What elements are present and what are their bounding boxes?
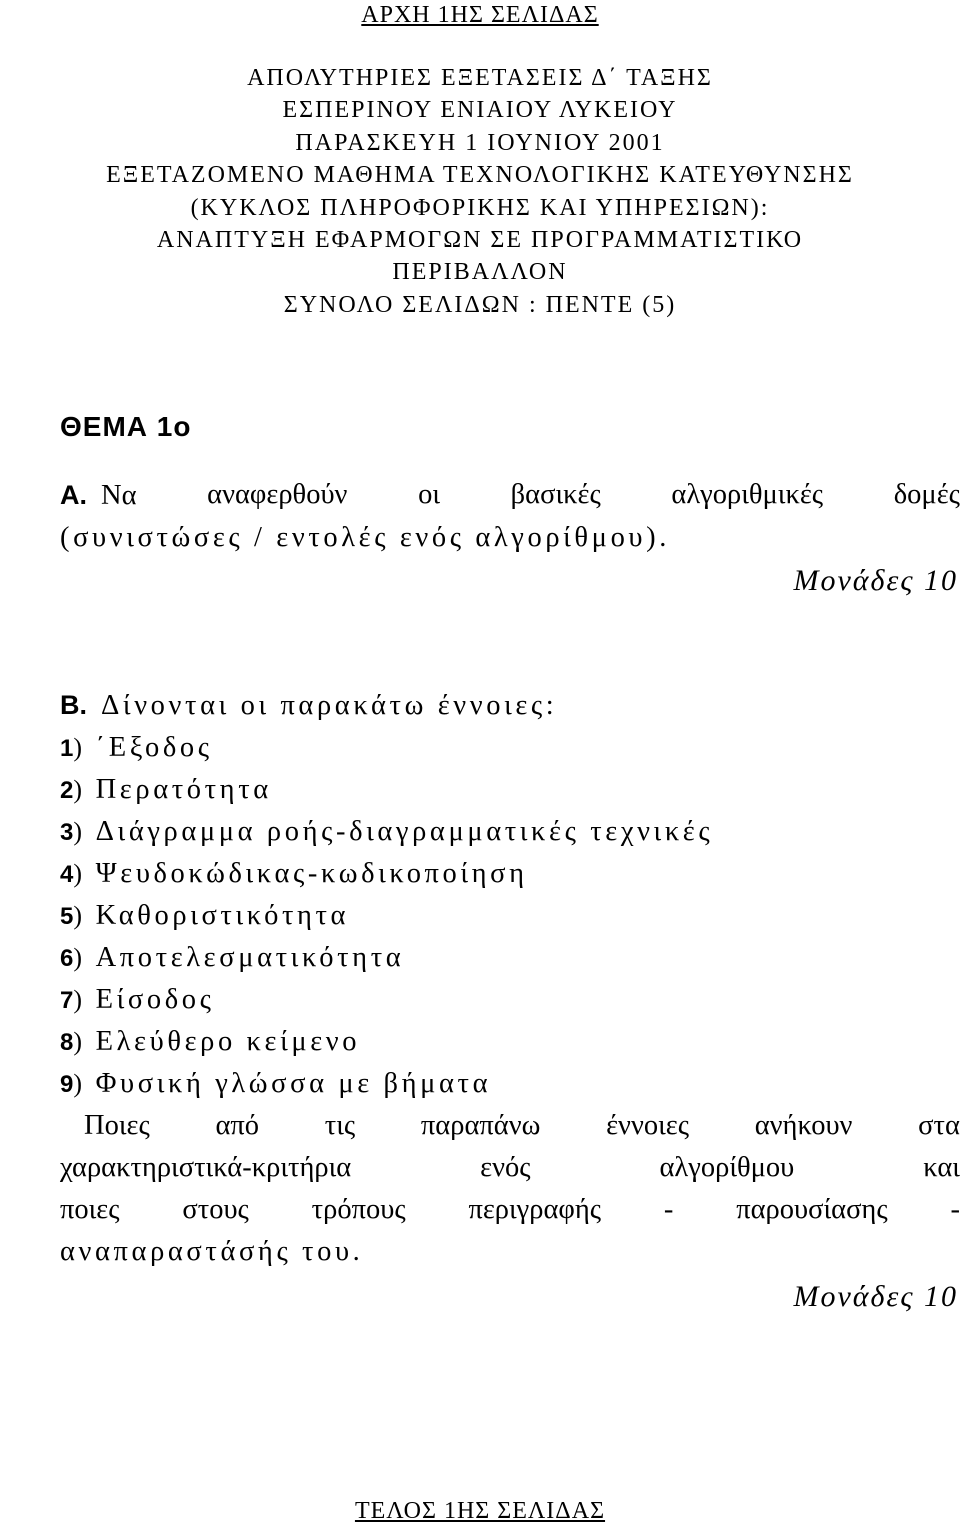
concept-item [60,1063,960,1105]
concept-paren: ) [73,985,86,1014]
question-a-first-word [60,474,137,517]
question-a-word: Να [101,480,137,511]
exam-header [0,62,960,321]
question-a-word: αναφερθούν [207,479,348,510]
concept-text: ΄Εξοδος [95,732,213,763]
concept-text: Αποτελεσματικότητα [95,942,405,973]
question-b-label: Β. [60,690,87,720]
paragraph-word: αλγορίθμου [659,1152,795,1183]
paragraph-word: από [215,1110,260,1141]
concept-item [60,811,960,853]
concept-text: Περατότητα [95,774,272,805]
concept-text: Ψευδοκώδικας-κωδικοποίηση [95,858,528,889]
concept-item [60,769,960,811]
concept-item [60,727,960,769]
concept-paren: ) [73,1027,86,1056]
concept-number: 1 [60,735,74,762]
concept-paren: ) [73,1069,86,1098]
concept-item [60,853,960,895]
concept-number: 4 [60,861,74,888]
paragraph-word: και [923,1152,960,1183]
question-b-paragraph-line-1 [60,1105,960,1147]
concept-text: Φυσική γλώσσα με βήματα [95,1068,492,1099]
question-a-word: βασικές [510,479,601,510]
page-footer: ΤΕΛΟΣ 1ΗΣ ΣΕΛΙΔΑΣ [354,1498,606,1524]
paragraph-word: έννοιες [606,1110,690,1141]
concept-paren: ) [73,943,86,972]
concept-item [60,1021,960,1063]
paragraph-word: τις [324,1110,356,1141]
concept-item [60,937,960,979]
question-b-paragraph-line-3 [60,1189,960,1231]
concept-number: 7 [60,987,74,1014]
exam-header-line: ΑΝΑΠΤΥΞΗ ΕΦΑΡΜΟΓΩΝ ΣΕ ΠΡΟΓΡΑΜΜΑΤΙΣΤΙΚΟ [156,227,804,254]
concept-number: 6 [60,945,74,972]
theme-title: ΘΕΜΑ 1ο [60,411,192,442]
exam-header-line: (ΚΥΚΛΟΣ ΠΛΗΡΟΦΟΡΙΚΗΣ ΚΑΙ ΥΠΗΡΕΣΙΩΝ): [190,194,770,221]
exam-header-line: ΣΥΝΟΛΟ ΣΕΛΙΔΩΝ : ΠΕΝΤΕ (5) [283,291,677,318]
paragraph-word: ποιες [60,1194,120,1225]
exam-header-line: ΑΠΟΛΥΤΗΡΙΕΣ ΕΞΕΤΑΣΕΙΣ Δ΄ ΤΑΞΗΣ [247,65,713,91]
paragraph-word: παραπάνω [420,1110,541,1141]
paragraph-word: ενός [480,1152,531,1183]
paragraph-word: - [950,1194,960,1225]
question-b-marks: Μονάδες 10 [793,1280,958,1313]
paragraph-word: παρουσίασης [736,1194,888,1225]
paragraph-word: περιγραφής [468,1194,602,1225]
concept-list [60,727,960,1105]
question-a-word: δομές [893,479,960,510]
paragraph-word: Ποιες [84,1110,150,1141]
concept-paren: ) [73,733,86,762]
paragraph-word: στους [182,1194,249,1225]
concept-paren: ) [73,775,86,804]
concept-number: 3 [60,819,74,846]
concept-paren: ) [73,859,86,888]
question-b-paragraph-line-4: αναπαραστάσής του. [60,1236,364,1267]
question-a-line-1 [60,474,960,517]
concept-text: Ελεύθερο κείμενο [95,1026,361,1057]
question-b-intro-line [60,684,960,727]
paragraph-word: - [663,1194,674,1225]
concept-text: Είσοδος [95,984,215,1015]
question-b-intro: Δίνονται οι παρακάτω έννοιες: [101,690,558,721]
question-a-marks: Μονάδες 10 [793,564,958,597]
concept-number: 8 [60,1029,74,1056]
exam-header-line: ΠΕΡΙΒΑΛΛΟΝ [392,259,568,286]
paragraph-word: χαρακτηριστικά-κριτήρια [60,1152,352,1183]
concept-text: Διάγραμμα ροής-διαγραμματικές τεχνικές [95,816,714,847]
question-a-word: οι [418,479,441,510]
paragraph-word: ανήκουν [754,1110,853,1141]
page-top-header: ΑΡΧΗ 1ΗΣ ΣΕΛΙΔΑΣ [361,2,599,28]
question-a-line-2: (συνιστώσες / εντολές ενός αλγορίθμου). [60,522,670,553]
exam-header-line: ΕΣΠΕΡΙΝΟΥ ΕΝΙΑΙΟΥ ΛΥΚΕΙΟΥ [282,97,678,124]
question-a-label: Α. [60,480,87,510]
question-a-word: αλγοριθμικές [671,479,824,510]
exam-header-line: ΠΑΡΑΣΚΕΥΗ 1 ΙΟΥΝΙΟΥ 2001 [295,129,665,156]
question-a [60,474,960,559]
concept-paren: ) [73,901,86,930]
concept-item [60,895,960,937]
question-b [60,684,960,1273]
concept-paren: ) [73,817,86,846]
exam-header-line: ΕΞΕΤΑΖΟΜΕΝΟ ΜΑΘΗΜΑ ΤΕΧΝΟΛΟΓΙΚΗΣ ΚΑΤΕΥΘΥΝΣΗΣ [106,162,854,189]
concept-number: 9 [60,1071,74,1098]
concept-number: 2 [60,777,74,804]
paragraph-word: τρόπους [311,1194,406,1225]
concept-number: 5 [60,903,74,930]
paragraph-word: στα [918,1110,960,1141]
question-b-paragraph-line-2 [60,1147,960,1189]
concept-text: Καθοριστικότητα [95,900,350,931]
concept-item [60,979,960,1021]
